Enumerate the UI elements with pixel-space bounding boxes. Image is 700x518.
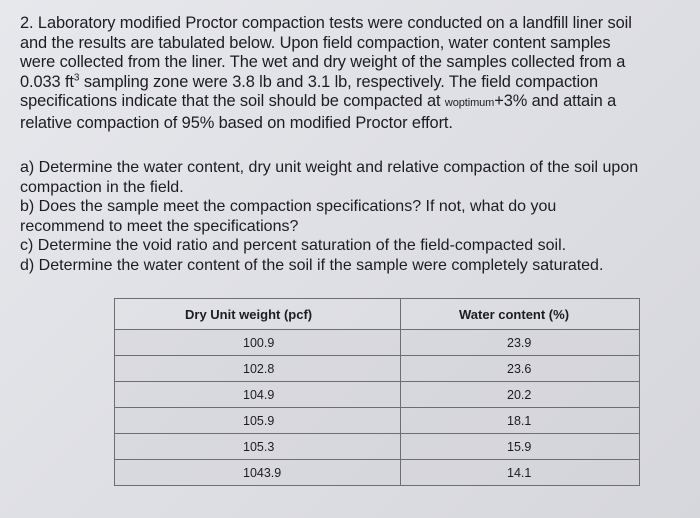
question-a-cont: compaction in the field. bbox=[20, 178, 184, 196]
dry-unit-weight-cell: 104.9 bbox=[115, 382, 401, 408]
w-symbol: woptimum bbox=[444, 97, 495, 110]
table-row bbox=[115, 434, 640, 460]
question-a: a) Determine the water content, dry unit weight and relative compaction of the soil upon bbox=[20, 159, 639, 176]
table-row bbox=[115, 330, 640, 356]
problem-line bbox=[20, 92, 692, 114]
water-content-cell: 23.9 bbox=[401, 330, 640, 356]
problem-line: 2. Laboratory modified Proctor compaction tests were conducted on a landfill liner soil bbox=[20, 14, 632, 32]
problem-text: sampling zone were 3.8 lb and 3.1 lb, respectively. The field compaction bbox=[79, 72, 599, 91]
header-water-content: Water content (%) bbox=[401, 299, 640, 330]
problem-line: and the results are tabulated below. Upon field compaction, water content samples bbox=[20, 33, 611, 52]
problem-line bbox=[20, 73, 692, 93]
question-c: c) Determine the void ratio and percent saturation of the field-compacted soil. bbox=[20, 237, 567, 255]
question-b: b) Does the sample meet the compaction specifications? If not, what do you bbox=[20, 198, 557, 216]
water-content-cell: 23.6 bbox=[401, 356, 640, 382]
question-list bbox=[20, 158, 696, 276]
dry-unit-weight-cell: 105.9 bbox=[115, 408, 401, 434]
proctor-results-table bbox=[114, 298, 640, 486]
water-content-cell: 20.2 bbox=[401, 382, 640, 408]
cubic-superscript: 3 bbox=[73, 72, 80, 84]
table-row bbox=[115, 382, 640, 408]
dry-unit-weight-cell: 1043.9 bbox=[115, 460, 401, 486]
table-header-row bbox=[115, 299, 640, 330]
optimum-subscript: optimum bbox=[452, 97, 495, 110]
problem-statement bbox=[20, 14, 692, 134]
problem-text: +3% and attain a bbox=[494, 92, 617, 111]
header-dry-unit-weight: Dry Unit weight (pcf) bbox=[115, 299, 401, 330]
water-content-cell: 15.9 bbox=[401, 434, 640, 460]
problem-line: relative compaction of 95% based on modified Proctor effort. bbox=[20, 113, 453, 132]
water-content-cell: 14.1 bbox=[401, 460, 640, 486]
problem-line: were collected from the liner. The wet and dry weight of the samples collected from a bbox=[20, 53, 626, 72]
dry-unit-weight-cell: 100.9 bbox=[115, 330, 401, 356]
question-b-cont: recommend to meet the specifications? bbox=[20, 217, 299, 235]
volume-value: 0.033 ft bbox=[20, 72, 74, 91]
table-row bbox=[115, 460, 640, 486]
dry-unit-weight-cell: 102.8 bbox=[115, 356, 401, 382]
table-row bbox=[115, 408, 640, 434]
question-d: d) Determine the water content of the soil if the sample were completely saturated. bbox=[20, 256, 604, 274]
water-content-cell: 18.1 bbox=[401, 408, 640, 434]
dry-unit-weight-cell: 105.3 bbox=[115, 434, 401, 460]
problem-text: specifications indicate that the soil should be compacted at bbox=[20, 92, 445, 111]
table-row bbox=[115, 356, 640, 382]
